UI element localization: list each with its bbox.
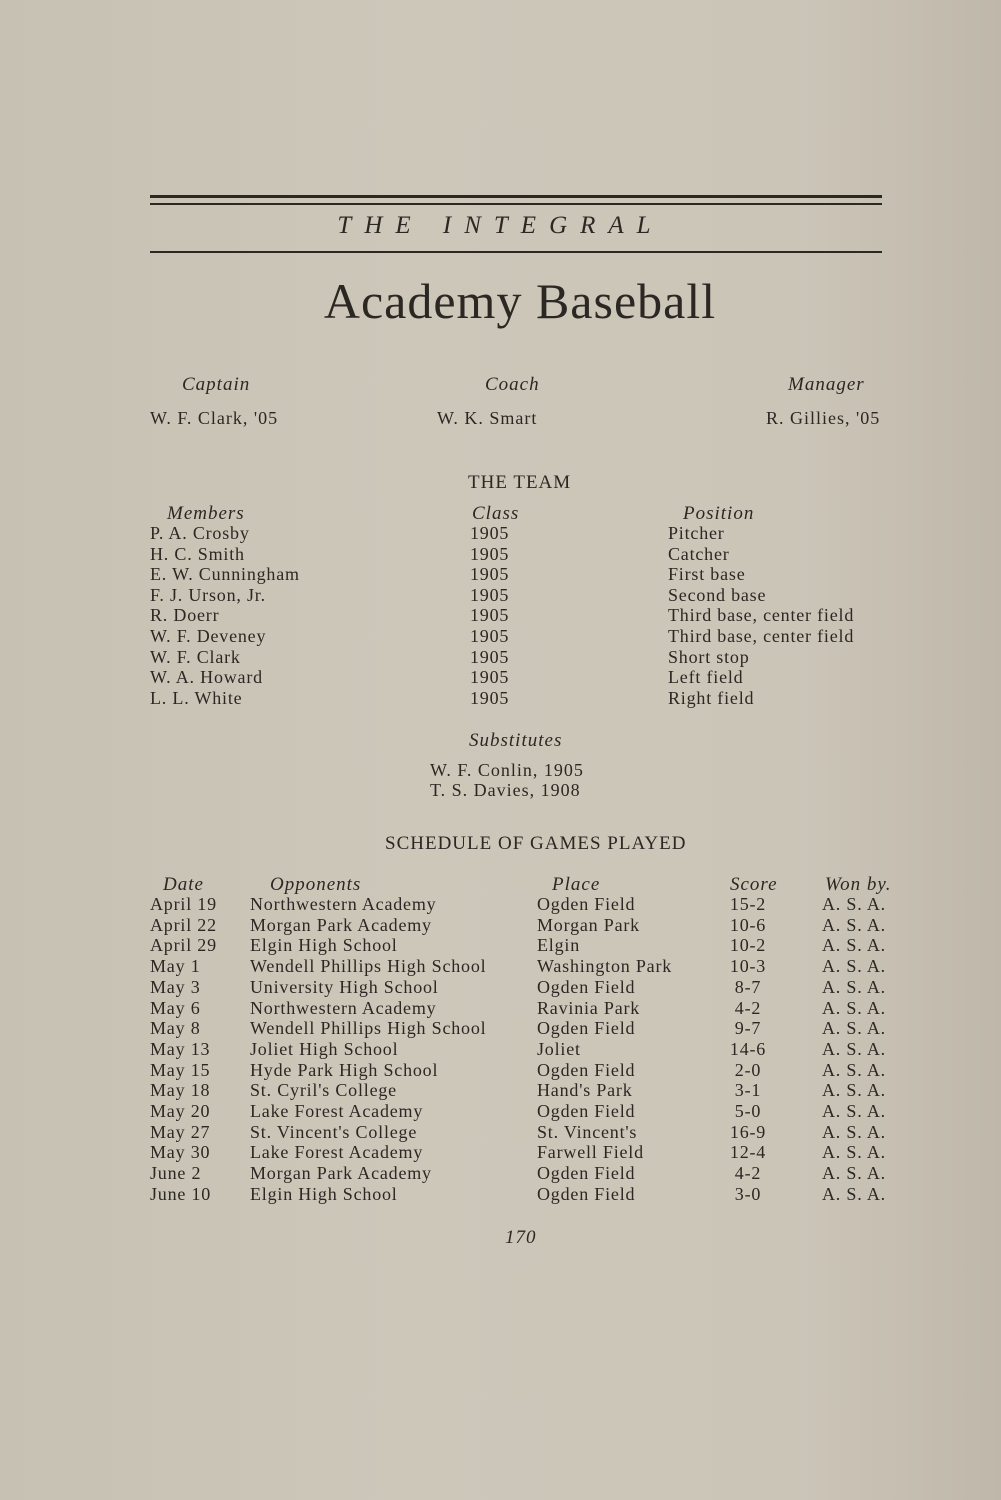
header-rule-bottom bbox=[150, 251, 882, 253]
game-winner: A. S. A. bbox=[822, 1059, 886, 1080]
team-row bbox=[0, 523, 1001, 543]
game-score: 2-0 bbox=[734, 1059, 762, 1080]
game-winner: A. S. A. bbox=[822, 1163, 886, 1184]
member-position: Pitcher bbox=[668, 523, 725, 543]
game-date: May 1 bbox=[150, 956, 201, 977]
game-opponent: University High School bbox=[250, 976, 439, 997]
game-place: Morgan Park bbox=[537, 914, 640, 935]
team-row bbox=[0, 564, 1001, 584]
game-winner: A. S. A. bbox=[822, 1018, 886, 1039]
game-date: May 27 bbox=[150, 1121, 211, 1142]
game-place: St. Vincent's bbox=[537, 1121, 638, 1142]
game-opponent: Wendell Phillips High School bbox=[250, 956, 487, 977]
game-date: April 29 bbox=[150, 935, 217, 956]
game-date: May 20 bbox=[150, 1101, 211, 1121]
game-winner: A. S. A. bbox=[822, 1101, 886, 1121]
game-date: May 13 bbox=[150, 1038, 211, 1059]
game-score: 5-0 bbox=[734, 1101, 762, 1121]
game-winner: A. S. A. bbox=[822, 1183, 886, 1204]
member-class: 1905 bbox=[470, 687, 510, 708]
game-place: Ogden Field bbox=[537, 976, 636, 997]
team-heading: THE TEAM bbox=[468, 472, 572, 493]
manager-name: R. Gillies, '05 bbox=[766, 408, 881, 428]
game-place: Farwell Field bbox=[537, 1142, 644, 1163]
member-position: Third base, center field bbox=[668, 626, 855, 646]
schedule-heading: SCHEDULE OF GAMES PLAYED bbox=[385, 833, 687, 854]
team-row bbox=[0, 647, 1001, 667]
member-position: Short stop bbox=[668, 646, 750, 667]
member-name: R. Doerr bbox=[150, 605, 220, 626]
table-row bbox=[0, 935, 1001, 955]
game-date: May 30 bbox=[150, 1142, 211, 1163]
game-opponent: Wendell Phillips High School bbox=[250, 1018, 487, 1039]
won-by-header: Won by. bbox=[825, 874, 892, 895]
table-row bbox=[0, 1184, 1001, 1204]
table-row bbox=[0, 1060, 1001, 1080]
table-row bbox=[0, 1018, 1001, 1038]
captain-label: Captain bbox=[182, 374, 251, 395]
substitute-item: T. S. Davies, 1908 bbox=[430, 780, 581, 800]
game-score: 10-2 bbox=[729, 935, 767, 956]
game-opponent: Lake Forest Academy bbox=[250, 1142, 424, 1163]
game-opponent: St. Cyril's College bbox=[250, 1080, 397, 1101]
member-name: W. F. Deveney bbox=[150, 626, 267, 646]
game-date: May 8 bbox=[150, 1018, 201, 1039]
member-class: 1905 bbox=[470, 605, 510, 626]
team-row bbox=[0, 585, 1001, 605]
place-header: Place bbox=[552, 874, 601, 895]
game-opponent: Northwestern Academy bbox=[250, 997, 437, 1018]
member-class: 1905 bbox=[470, 584, 510, 605]
team-row bbox=[0, 605, 1001, 625]
member-class: 1905 bbox=[470, 564, 510, 585]
header-rule-top bbox=[150, 195, 882, 198]
game-winner: A. S. A. bbox=[822, 1038, 886, 1059]
game-winner: A. S. A. bbox=[822, 1080, 886, 1101]
coach-label: Coach bbox=[485, 374, 540, 395]
game-place: Joliet bbox=[537, 1038, 581, 1059]
game-score: 10-6 bbox=[729, 914, 767, 935]
game-date: June 2 bbox=[150, 1163, 202, 1184]
game-opponent: Morgan Park Academy bbox=[250, 1163, 432, 1184]
member-position: Third base, center field bbox=[668, 605, 855, 626]
game-winner: A. S. A. bbox=[822, 894, 886, 914]
date-header: Date bbox=[163, 874, 204, 895]
page-title: Academy Baseball bbox=[323, 273, 717, 329]
game-place: Ogden Field bbox=[537, 1018, 636, 1039]
member-position: First base bbox=[668, 564, 746, 585]
coach-name: W. K. Smart bbox=[437, 408, 538, 428]
game-winner: A. S. A. bbox=[822, 997, 886, 1018]
member-name: L. L. White bbox=[150, 687, 243, 708]
table-row bbox=[0, 894, 1001, 914]
running-title: THE INTEGRAL bbox=[337, 212, 664, 239]
member-position: Right field bbox=[668, 687, 755, 708]
game-score: 4-2 bbox=[734, 1163, 762, 1184]
member-position: Catcher bbox=[668, 543, 730, 564]
game-place: Elgin bbox=[537, 935, 580, 956]
game-score: 3-0 bbox=[734, 1183, 762, 1204]
game-date: June 10 bbox=[150, 1183, 212, 1204]
game-opponent: Lake Forest Academy bbox=[250, 1101, 424, 1121]
table-row bbox=[0, 1101, 1001, 1121]
member-class: 1905 bbox=[470, 523, 510, 543]
game-date: April 22 bbox=[150, 914, 217, 935]
game-place: Hand's Park bbox=[537, 1080, 633, 1101]
game-date: May 15 bbox=[150, 1059, 211, 1080]
game-score: 14-6 bbox=[729, 1038, 767, 1059]
game-place: Ravinia Park bbox=[537, 997, 641, 1018]
game-opponent: Morgan Park Academy bbox=[250, 914, 432, 935]
substitutes-label: Substitutes bbox=[469, 730, 563, 751]
class-header: Class bbox=[472, 503, 520, 524]
member-name: W. F. Clark bbox=[150, 646, 241, 667]
game-opponent: Joliet High School bbox=[250, 1038, 399, 1059]
game-score: 3-1 bbox=[734, 1080, 762, 1101]
game-opponent: St. Vincent's College bbox=[250, 1121, 418, 1142]
team-row bbox=[0, 544, 1001, 564]
member-name: H. C. Smith bbox=[150, 543, 245, 564]
member-class: 1905 bbox=[470, 646, 510, 667]
game-opponent: Elgin High School bbox=[250, 935, 398, 956]
table-row bbox=[0, 1163, 1001, 1183]
game-place: Ogden Field bbox=[537, 1059, 636, 1080]
score-header: Score bbox=[730, 874, 778, 895]
game-date: April 19 bbox=[150, 894, 217, 914]
game-opponent: Elgin High School bbox=[250, 1183, 398, 1204]
position-header: Position bbox=[683, 503, 755, 524]
game-opponent: Northwestern Academy bbox=[250, 894, 437, 914]
game-winner: A. S. A. bbox=[822, 1121, 886, 1142]
game-score: 12-4 bbox=[729, 1142, 767, 1163]
members-header: Members bbox=[167, 503, 245, 524]
member-class: 1905 bbox=[470, 626, 510, 646]
table-row bbox=[0, 956, 1001, 976]
game-place: Ogden Field bbox=[537, 894, 636, 914]
captain-name: W. F. Clark, '05 bbox=[150, 408, 279, 428]
game-score: 9-7 bbox=[734, 1018, 762, 1039]
game-opponent: Hyde Park High School bbox=[250, 1059, 439, 1080]
member-position: Second base bbox=[668, 584, 767, 605]
game-winner: A. S. A. bbox=[822, 956, 886, 977]
table-row bbox=[0, 915, 1001, 935]
game-date: May 6 bbox=[150, 997, 201, 1018]
member-class: 1905 bbox=[470, 543, 510, 564]
header-rule-second bbox=[150, 203, 882, 205]
game-winner: A. S. A. bbox=[822, 976, 886, 997]
team-row bbox=[0, 626, 1001, 646]
table-row bbox=[0, 998, 1001, 1018]
table-row bbox=[0, 977, 1001, 997]
member-name: W. A. Howard bbox=[150, 667, 263, 688]
table-row bbox=[0, 1039, 1001, 1059]
game-date: May 18 bbox=[150, 1080, 211, 1101]
member-position: Left field bbox=[668, 667, 744, 688]
substitute-item: W. F. Conlin, 1905 bbox=[430, 760, 584, 780]
page-number: 170 bbox=[505, 1227, 537, 1248]
game-winner: A. S. A. bbox=[822, 935, 886, 956]
team-row bbox=[0, 688, 1001, 708]
opponents-header: Opponents bbox=[270, 874, 362, 895]
game-place: Washington Park bbox=[537, 956, 673, 977]
table-row bbox=[0, 1142, 1001, 1162]
team-row bbox=[0, 667, 1001, 687]
game-score: 16-9 bbox=[729, 1121, 767, 1142]
table-row bbox=[0, 1080, 1001, 1100]
member-class: 1905 bbox=[470, 667, 510, 688]
member-name: P. A. Crosby bbox=[150, 523, 250, 543]
game-winner: A. S. A. bbox=[822, 1142, 886, 1163]
game-score: 15-2 bbox=[729, 894, 767, 914]
member-name: E. W. Cunningham bbox=[150, 564, 300, 585]
game-score: 4-2 bbox=[734, 997, 762, 1018]
game-place: Ogden Field bbox=[537, 1163, 636, 1184]
table-row bbox=[0, 1122, 1001, 1142]
game-score: 8-7 bbox=[734, 976, 762, 997]
member-name: F. J. Urson, Jr. bbox=[150, 584, 266, 605]
manager-label: Manager bbox=[788, 374, 865, 395]
game-place: Ogden Field bbox=[537, 1101, 636, 1121]
game-date: May 3 bbox=[150, 976, 201, 997]
game-score: 10-3 bbox=[729, 956, 767, 977]
game-winner: A. S. A. bbox=[822, 914, 886, 935]
game-place: Ogden Field bbox=[537, 1183, 636, 1204]
